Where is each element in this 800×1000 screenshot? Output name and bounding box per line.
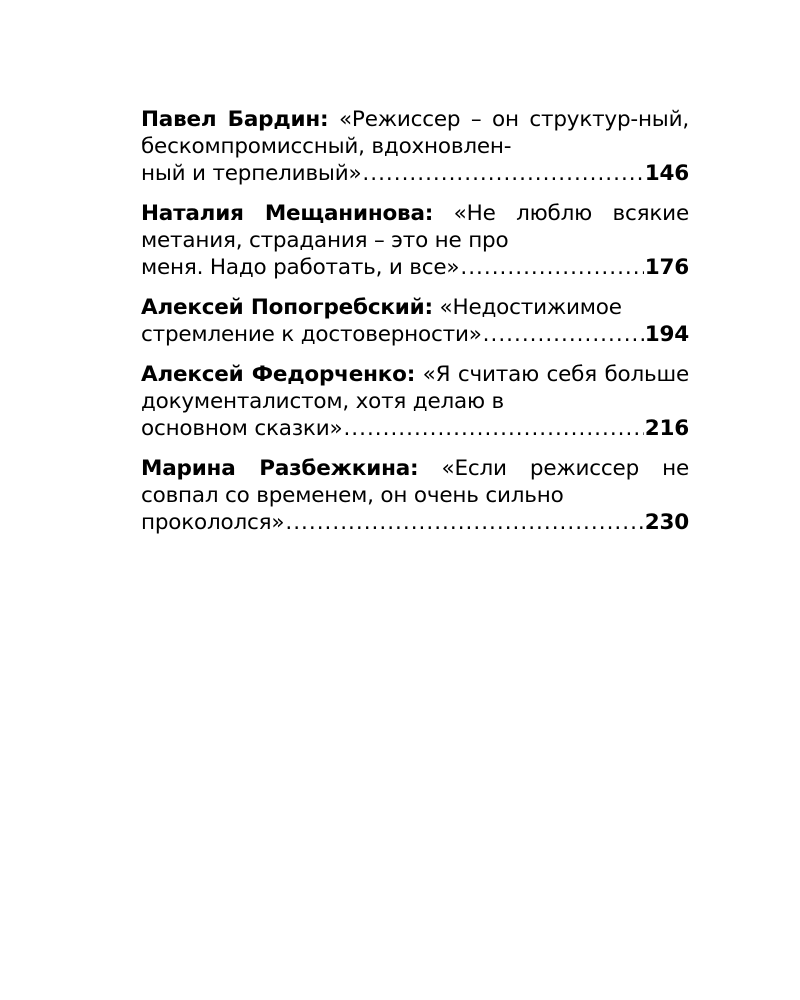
toc-author: Наталия Мещанинова: [141, 201, 434, 226]
toc-page-number: 230 [644, 510, 689, 535]
toc-entry [141, 361, 689, 442]
toc-entry [141, 455, 689, 536]
dot-leader [483, 321, 644, 348]
toc-author: Марина Разбежкина: [141, 456, 419, 481]
toc-entry [141, 106, 689, 187]
toc-quote: «Я считаю себя больше документалистом, хотя делаю в [141, 362, 689, 414]
toc-entry-last-line [141, 254, 689, 281]
dot-leader [285, 509, 643, 536]
toc-author: Павел Бардин: [141, 107, 329, 132]
toc-quote-end: стремление к достоверности» [141, 322, 482, 347]
toc-author: Алексей Попогребский: [141, 295, 433, 320]
toc-page-number: 146 [644, 161, 689, 186]
table-of-contents [141, 106, 689, 549]
toc-quote: «Недостижимое [432, 295, 622, 320]
toc-entry-last-line [141, 160, 689, 187]
toc-quote-end: ный и терпеливый» [141, 161, 362, 186]
dot-leader [362, 160, 643, 187]
toc-entry [141, 294, 689, 348]
toc-entry [141, 200, 689, 281]
toc-page-number: 176 [644, 255, 689, 280]
toc-quote-end: прокололся» [141, 510, 285, 535]
toc-author: Алексей Федорченко: [141, 362, 416, 387]
toc-entry-last-line [141, 509, 689, 536]
toc-quote-end: основном сказки» [141, 416, 343, 441]
toc-entry-last-line [141, 321, 689, 348]
toc-page-number: 216 [644, 416, 689, 441]
toc-quote-end: меня. Надо работать, и все» [141, 255, 460, 280]
toc-quote: «Не люблю всякие метания, страдания – это не про [141, 201, 689, 253]
toc-quote: «Режиссер – он структур-ный, бескомпромиссный, вдохновлен- [141, 107, 689, 159]
toc-quote: «Если режиссер не совпал со временем, он очень сильно [141, 456, 689, 508]
toc-entry-last-line [141, 415, 689, 442]
toc-page-number: 194 [644, 322, 689, 347]
dot-leader [343, 415, 643, 442]
dot-leader [460, 254, 643, 281]
